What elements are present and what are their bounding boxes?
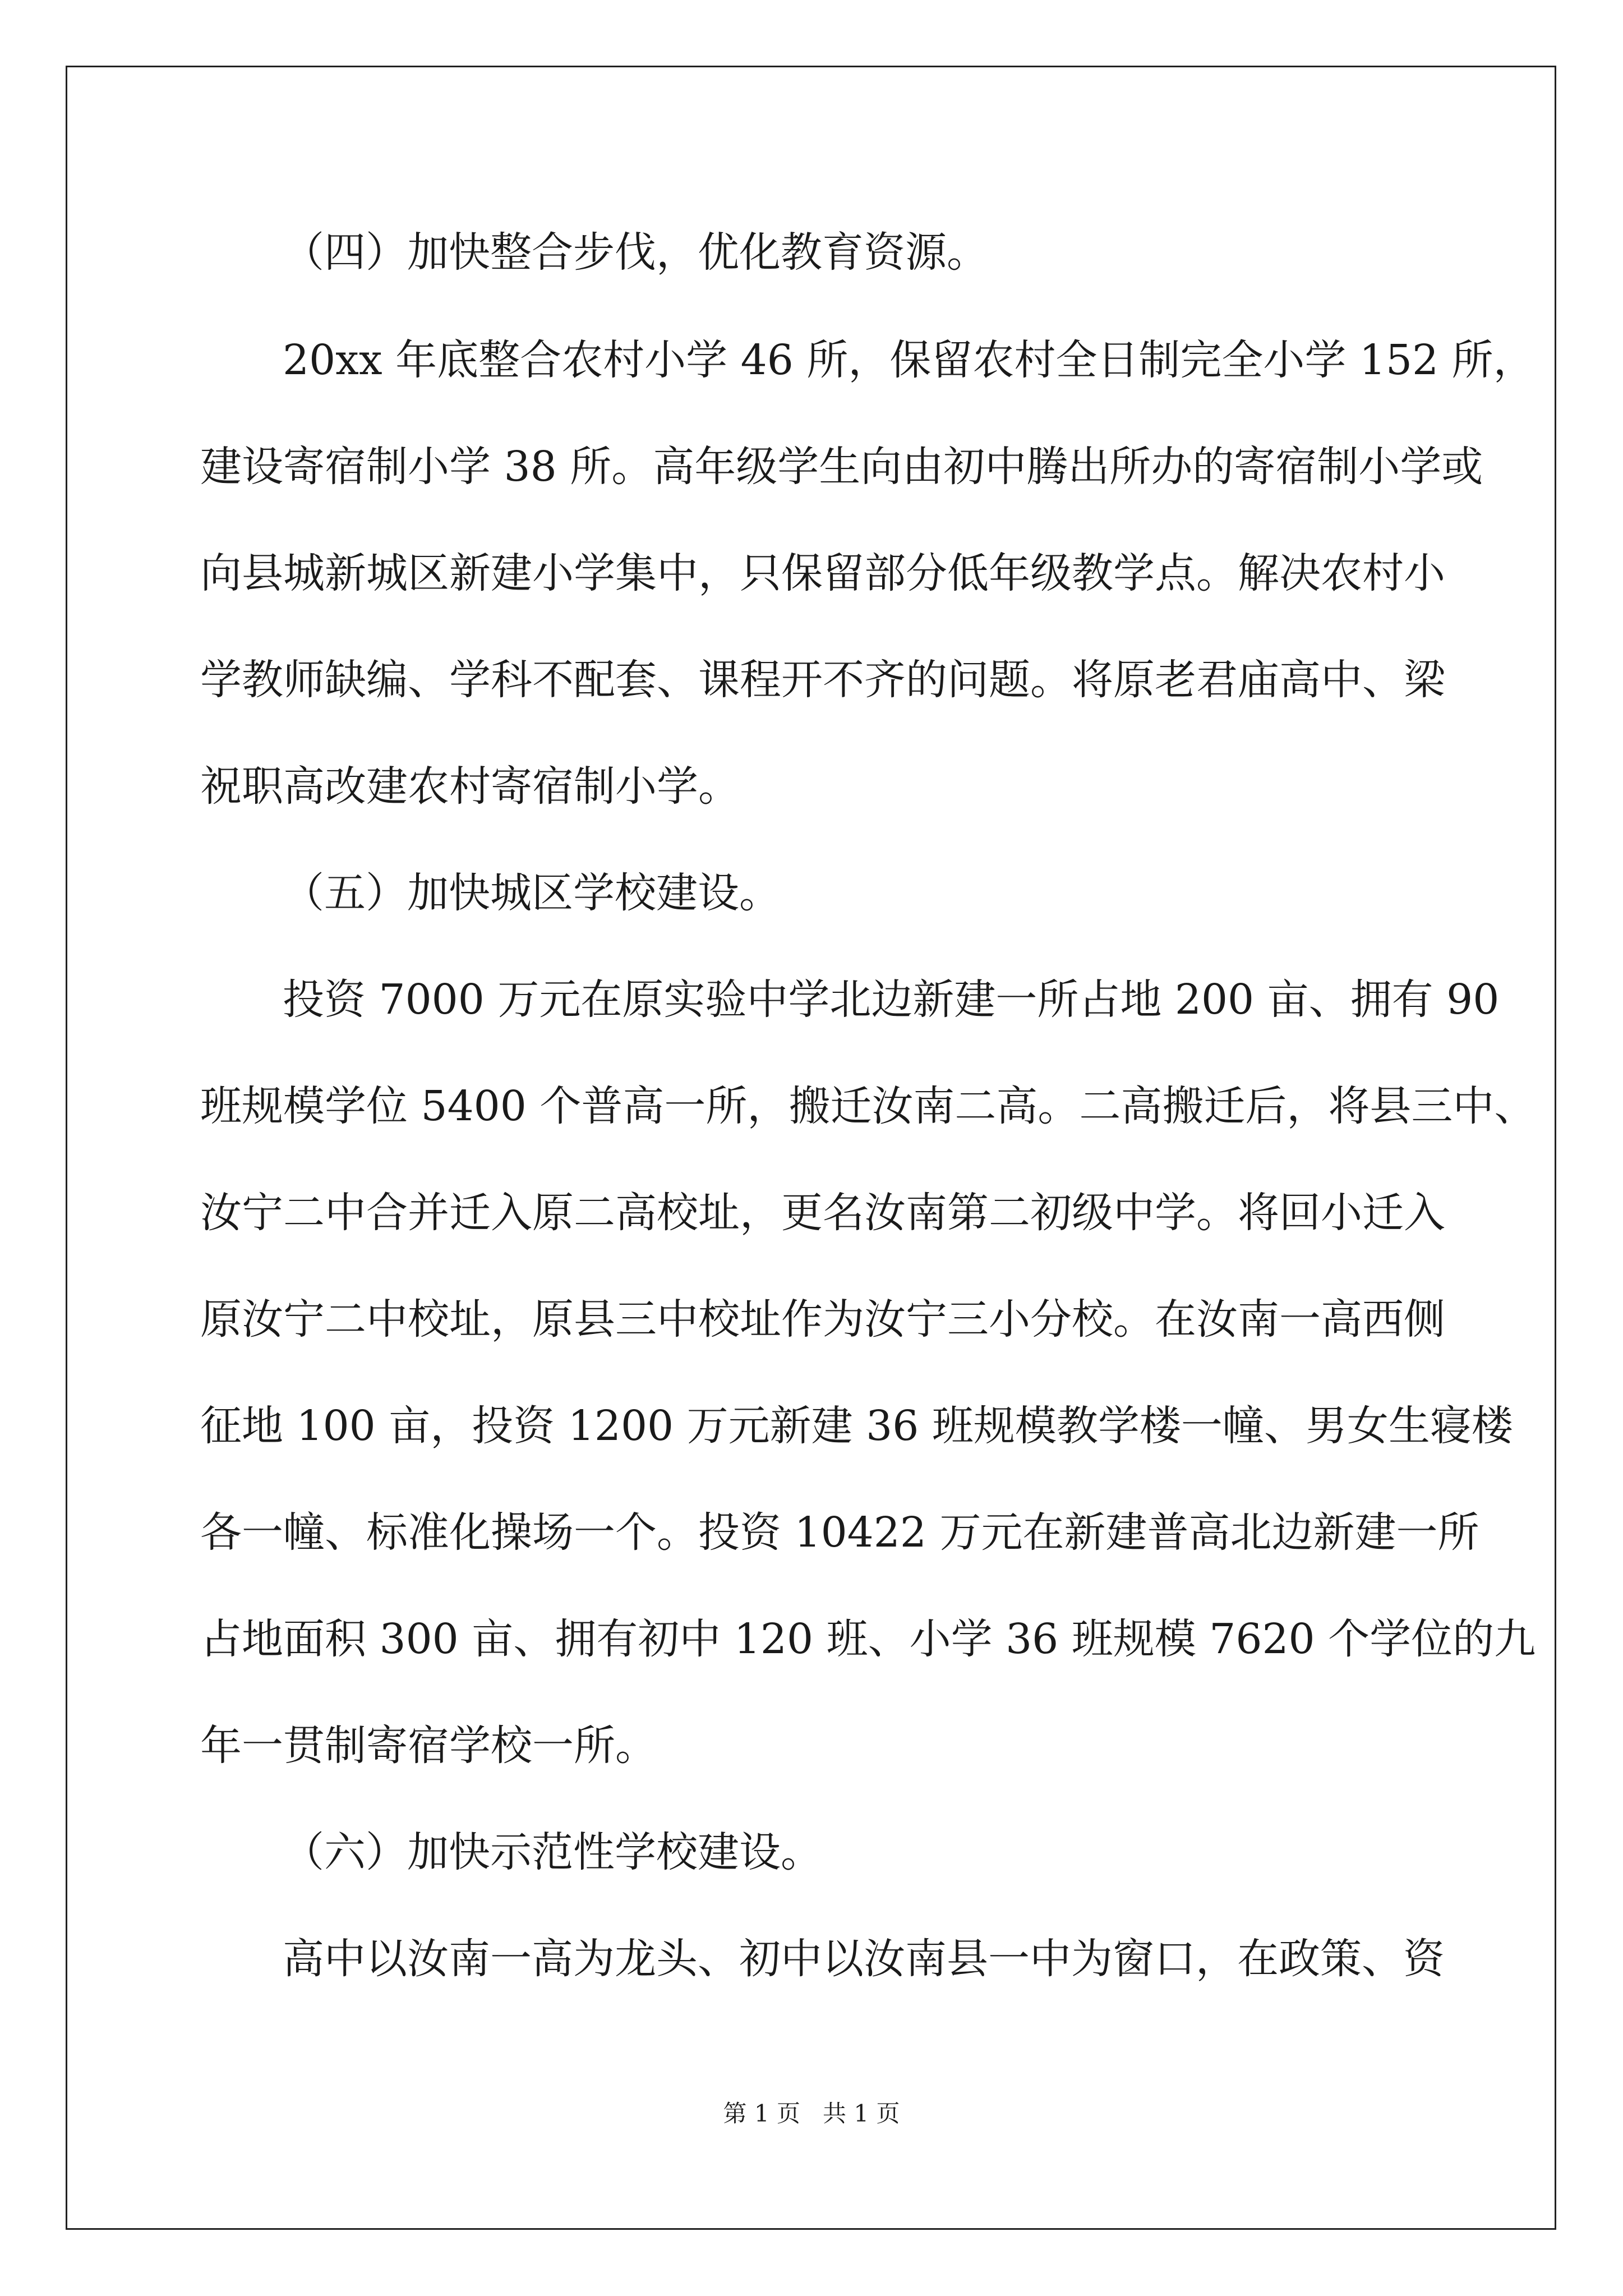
section-heading-5: （五）加快城区学校建设。 [283,869,781,917]
page-footer [0,2095,1623,2129]
section-heading-4: （四）加快整合步伐，优化教育资源。 [283,228,988,277]
page-number: 第 1 页 [723,2100,800,2127]
page-total: 共 1 页 [823,2100,900,2127]
paragraph-line: 年一贯制寄宿学校一所。 [200,1722,657,1770]
paragraph-line: 投资 7000 万元在原实验中学北边新建一所占地 200 亩、拥有 90 [283,976,1500,1024]
paragraph-line: 班规模学位 5400 个普高一所，搬迁汝南二高。二高搬迁后，将县三中、 [200,1082,1536,1130]
paragraph-line: 祝职高改建农村寄宿制小学。 [200,762,740,811]
paragraph-line: 占地面积 300 亩、拥有初中 120 班、小学 36 班规模 7620 个学位的九 [200,1615,1536,1663]
section-heading-6: （六）加快示范性学校建设。 [283,1828,822,1876]
paragraph-line: 学教师缺编、学科不配套、课程开不齐的问题。将原老君庙高中、梁 [200,656,1445,704]
paragraph-line: 原汝宁二中校址，原县三中校址作为汝宁三小分校。在汝南一高西侧 [200,1295,1445,1343]
paragraph-line: 向县城新城区新建小学集中，只保留部分低年级教学点。解决农村小 [200,549,1445,597]
paragraph-line: 高中以汝南一高为龙头、初中以汝南县一中为窗口，在政策、资 [283,1935,1445,1983]
paragraph-line: 征地 100 亩，投资 1200 万元新建 36 班规模教学楼一幢、男女生寝楼 [200,1402,1513,1450]
paragraph-line: 20xx 年底整合农村小学 46 所，保留农村全日制完全小学 152 所， [283,336,1535,384]
page-border [66,66,1556,2230]
paragraph-line: 汝宁二中合并迁入原二高校址，更名汝南第二初级中学。将回小迁入 [200,1189,1445,1237]
paragraph-line: 各一幢、标准化操场一个。投资 10422 万元在新建普高北边新建一所 [200,1508,1479,1557]
paragraph-line: 建设寄宿制小学 38 所。高年级学生向由初中腾出所办的寄宿制小学或 [200,443,1483,491]
